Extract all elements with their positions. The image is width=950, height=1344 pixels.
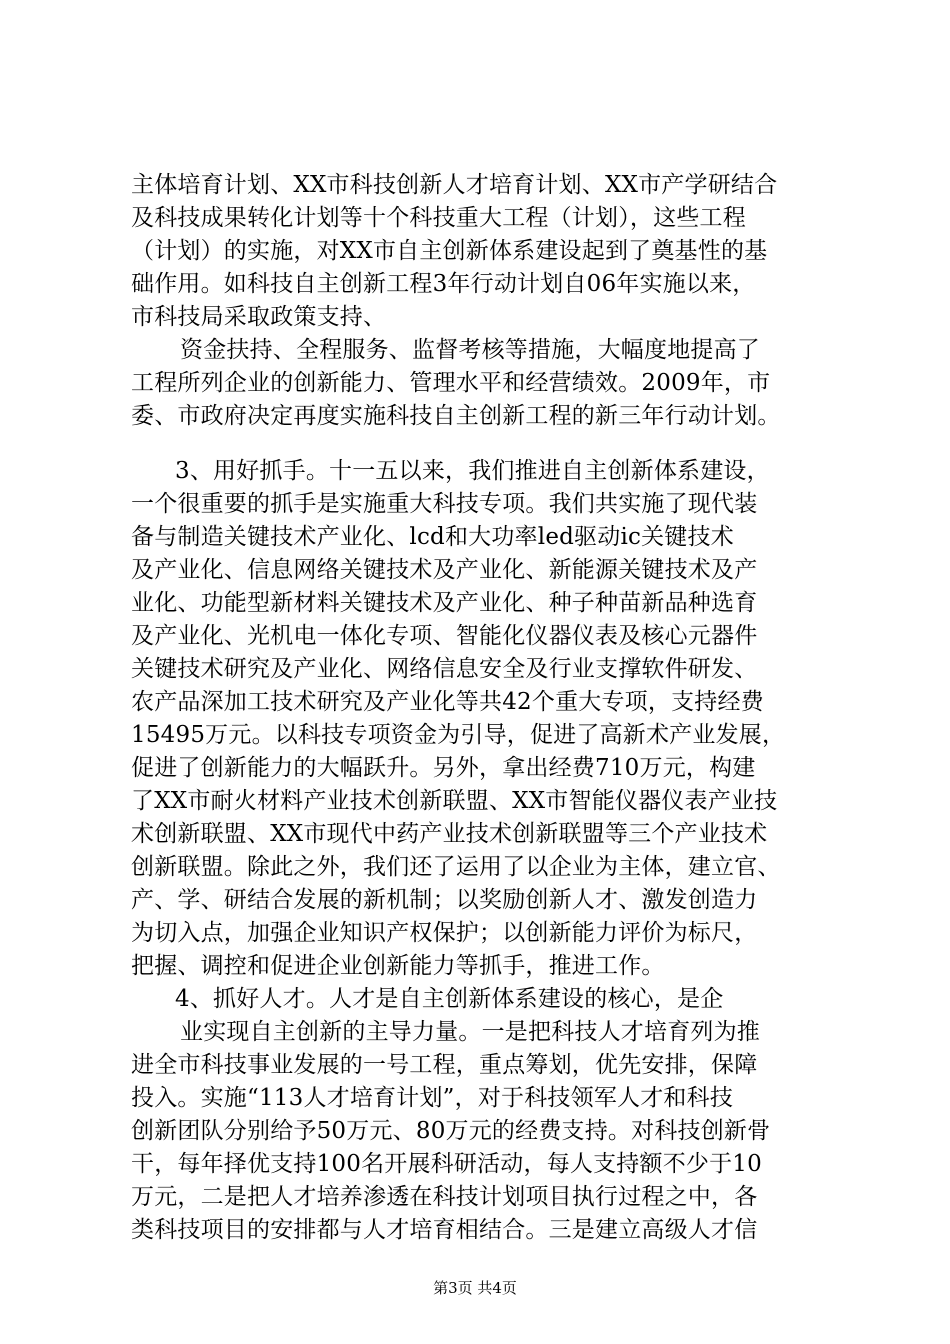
text-line: 业实现自主创新的主导力量。一是把科技人才培育列为推 [180,1019,760,1045]
text-line: 15495万元。以科技专项资金为引导，促进了高新术产业发展， [131,722,786,748]
text-line: 产、学、研结合发展的新机制；以奖励创新人才、激发创造力 [131,887,758,913]
text-line: 委、市政府决定再度实施科技自主创新工程的新三年行动计划。 [131,403,781,429]
text-line: （计划）的实施，对XX市自主创新体系建设起到了奠基性的基 [131,238,768,264]
text-line: 业化、功能型新材料关键技术及产业化、种子种苗新品种选育 [131,590,758,616]
text-line: 干，每年择优支持100名开展科研活动，每人支持额不少于10 [131,1151,762,1177]
text-line: 市科技局采取政策支持、 [131,304,387,330]
text-line: 类科技项目的安排都与人才培育相结合。三是建立高级人才信 [131,1217,758,1243]
text-line: 3、用好抓手。十一五以来，我们推进自主创新体系建设， [175,458,770,484]
text-line: 术创新联盟、XX市现代中药产业技术创新联盟等三个产业技术 [131,821,768,847]
text-line: 投入。实施“113人才培育计划”，对于科技领军人才和科技 [131,1085,734,1111]
text-line: 工程所列企业的创新能力、管理水平和经营绩效。2009年，市 [131,370,771,396]
text-line: 把握、调控和促进企业创新能力等抓手，推进工作。 [131,953,665,979]
text-line: 创新团队分别给予50万元、80万元的经费支持。对科技创新骨 [131,1118,771,1144]
text-line: 备与制造关键技术产业化、lcd和大功率led驱动ic关键技术 [131,524,734,550]
text-line: 促进了创新能力的大幅跃升。另外，拿出经费710万元，构建 [131,755,756,781]
text-line: 及产业化、光机电一体化专项、智能化仪器仪表及核心元器件 [131,623,758,649]
text-line: 进全市科技事业发展的一号工程，重点筹划，优先安排，保障 [131,1052,758,1078]
text-line: 主体培育计划、XX市科技创新人才培育计划、XX市产学研结合 [131,172,778,198]
text-line: 及产业化、信息网络关键技术及产业化、新能源关键技术及产 [131,557,758,583]
text-line: 了XX市耐火材料产业技术创新联盟、XX市智能仪器仪表产业技 [131,788,778,814]
text-line: 资金扶持、全程服务、监督考核等措施，大幅度地提高了 [180,337,760,363]
text-line: 础作用。如科技自主创新工程3年行动计划自06年实施以来， [131,271,756,297]
text-line: 及科技成果转化计划等十个科技重大工程（计划），这些工程 [131,205,746,231]
text-line: 万元，二是把人才培养渗透在科技计划项目执行过程之中，各 [131,1184,758,1210]
text-line: 一个很重要的抓手是实施重大科技专项。我们共实施了现代装 [131,491,758,517]
text-line: 关键技术研究及产业化、网络信息安全及行业支撑软件研发、 [131,656,758,682]
text-line: 为切入点，加强企业知识产权保护；以创新能力评价为标尺， [131,920,758,946]
text-line: 4、抓好人才。人才是自主创新体系建设的核心，是企 [175,986,724,1012]
page-number: 第3页 共4页 [433,1279,517,1297]
text-line: 农产品深加工技术研究及产业化等共42个重大专项，支持经费 [131,689,764,715]
text-line: 创新联盟。除此之外，我们还了运用了以企业为主体，建立官、 [131,854,781,880]
